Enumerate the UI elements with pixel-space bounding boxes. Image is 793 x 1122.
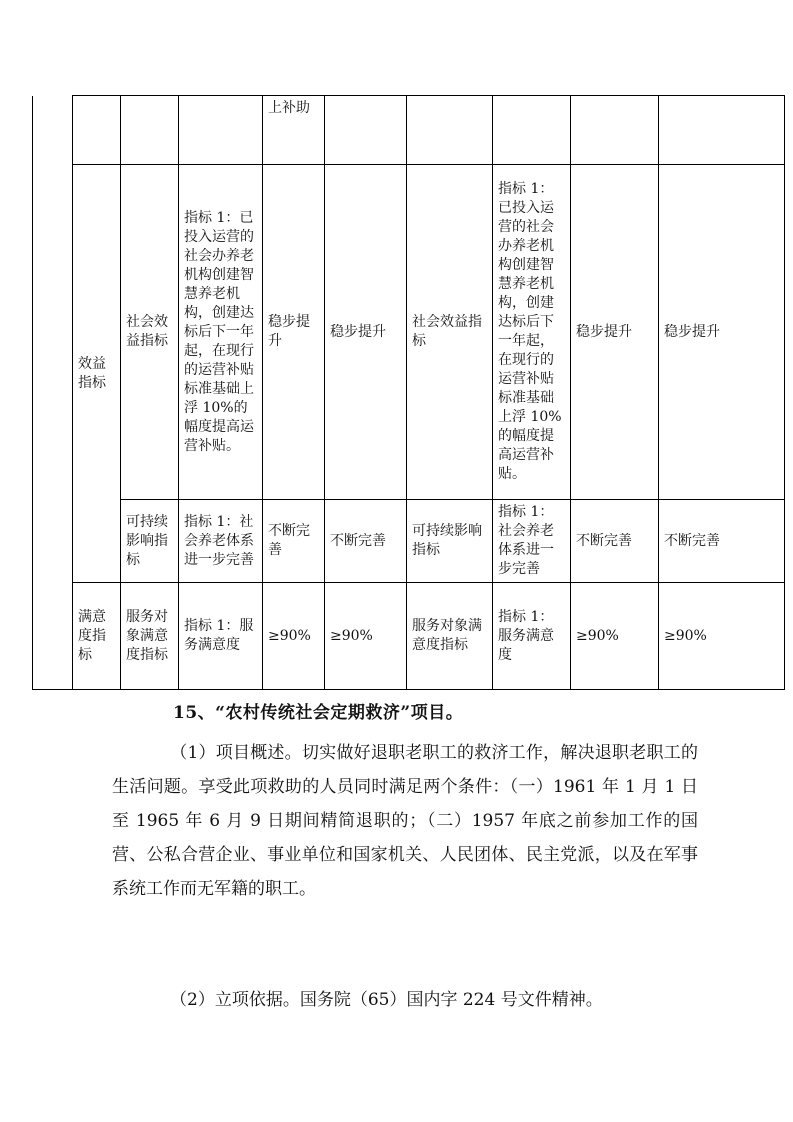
indicator-cell: 指标 1：已投入运营的社会办养老机构创建智慧养老机构，创建达标后下一年起，在现行的运营补贴标准基础上浮 10%的幅度提高运营补贴。 <box>179 165 263 500</box>
table-cell-blank <box>179 96 263 165</box>
value-cell: ≥90% <box>325 583 407 690</box>
subcategory-cell: 社会效益指标 <box>121 165 179 500</box>
subcategory-cell: 社会效益指标 <box>407 165 493 500</box>
value-cell: ≥90% <box>571 583 659 690</box>
table-row <box>33 96 785 165</box>
table-row <box>33 500 785 583</box>
value-cell: 不断完善 <box>263 500 325 583</box>
table-cell-blank <box>571 96 659 165</box>
subcategory-cell: 服务对象满意度指标 <box>121 583 179 690</box>
paragraph-overview <box>112 736 698 906</box>
indicator-cell: 指标 1：服务满意度 <box>179 583 263 690</box>
value-cell: 不断完善 <box>571 500 659 583</box>
indicator-cell: 指标 1：社会养老体系进一步完善 <box>179 500 263 583</box>
subcategory-cell: 可持续影响指标 <box>407 500 493 583</box>
table-row <box>33 165 785 500</box>
indicator-cell: 指标 1：社会养老体系进一步完善 <box>493 500 571 583</box>
category-cell: 效益指标 <box>73 165 121 583</box>
subcategory-cell: 可持续影响指标 <box>121 500 179 583</box>
value-cell: 稳步提升 <box>571 165 659 500</box>
value-cell: 稳步提升 <box>659 165 785 500</box>
table-cell-blank <box>73 96 121 165</box>
value-cell: 不断完善 <box>325 500 407 583</box>
indicator-cell: 指标 1：服务满意度 <box>493 583 571 690</box>
table-cell-blank <box>659 96 785 165</box>
table-cell-text: 上补助 <box>263 96 325 165</box>
value-cell: ≥90% <box>263 583 325 690</box>
table-cell-blank <box>493 96 571 165</box>
subcategory-cell: 服务对象满意度指标 <box>407 583 493 690</box>
performance-indicator-table <box>32 95 785 690</box>
table-cell-blank <box>33 96 73 690</box>
paragraph-text: （2）立项依据。国务院（65）国内字 224 号文件精神。 <box>170 990 603 1010</box>
paragraph-basis <box>112 983 700 1017</box>
table-cell-blank <box>407 96 493 165</box>
value-cell: 不断完善 <box>659 500 785 583</box>
paragraph-text: （1）项目概述。切实做好退职老职工的救济工作，解决退职老职工的生活问题。享受此项救助的人员同时满足两个条件：（一）1961 年 1 月 1 日至 1965 年 6 月 9 日期间精简退职的；（二）1957 年底之前参加工作的国营、公私合营企业、事业单位和国家机关、人民团体、民主党派，以及在军事系统工作而无军籍的职工。 <box>112 743 698 899</box>
indicator-cell: 指标 1：已投入运营的社会办养老机构创建智慧养老机构，创建达标后下一年起，在现行的运营补贴标准基础上浮 10%的幅度提高运营补贴。 <box>493 165 571 500</box>
value-cell: 稳步提升 <box>263 165 325 500</box>
value-cell: 稳步提升 <box>325 165 407 500</box>
section-heading: 15、“农村传统社会定期救济”项目。 <box>173 703 464 723</box>
category-cell: 满意度指标 <box>73 583 121 690</box>
table-cell-blank <box>121 96 179 165</box>
table-cell-blank <box>325 96 407 165</box>
value-cell: ≥90% <box>659 583 785 690</box>
table-row <box>33 583 785 690</box>
